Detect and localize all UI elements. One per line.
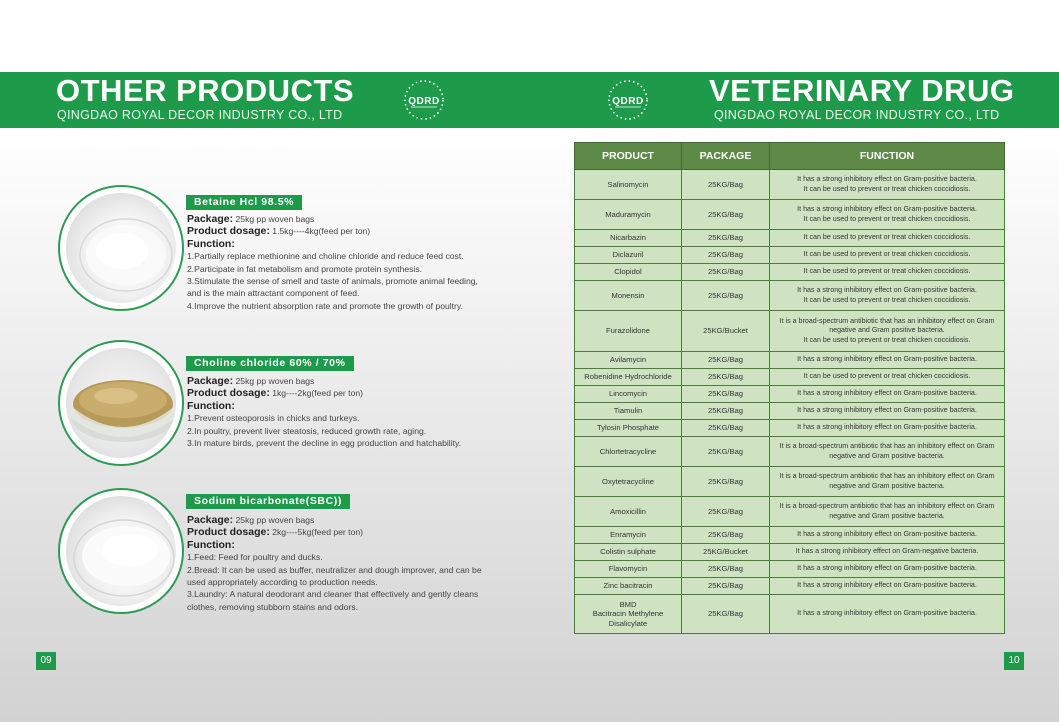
function-cell: It has a strong inhibitory effect on Gram-positive bacteria. It can be used to prevent or treat chicken coccidiosis.	[770, 200, 1005, 230]
function-cell: It can be used to prevent or treat chicken coccidiosis.	[770, 247, 1005, 264]
package-cell: 25KG/Bag	[682, 264, 770, 281]
table-row	[575, 200, 1005, 230]
function-cell: It has a strong inhibitory effect on Gram-negative bacteria.	[770, 544, 1005, 561]
package-value: 25kg pp woven bags	[235, 214, 315, 224]
function-line: clothes, removing stubborn stains and odors.	[187, 601, 359, 612]
package-cell: 25KG/Bag	[682, 467, 770, 497]
table-row	[575, 281, 1005, 311]
left-page-subtitle: QINGDAO ROYAL DECOR INDUSTRY CO., LTD	[57, 108, 343, 122]
product-cell: Tiamulin	[575, 403, 682, 420]
package-cell: 25KG/Bag	[682, 578, 770, 595]
function-cell: It has a strong inhibitory effect on Gram-positive bacteria. It can be used to prevent or treat chicken coccidiosis.	[770, 281, 1005, 311]
left-page-title: OTHER PRODUCTS	[56, 73, 355, 108]
table-row	[575, 369, 1005, 386]
table-row	[575, 578, 1005, 595]
sodium-bicarbonate-product-image	[58, 488, 184, 614]
function-line: used appropriately according to production needs.	[187, 577, 378, 588]
table-row	[575, 403, 1005, 420]
product-cell: Colistin sulphate	[575, 544, 682, 561]
function-line: 3.Laundry: A natural deodorant and cleaner that effectively and gently cleans	[187, 589, 479, 600]
product-cell: Clopidol	[575, 264, 682, 281]
package-cell: 25KG/Bag	[682, 369, 770, 386]
product-cell: Salinomycin	[575, 170, 682, 200]
package-label: Package:	[187, 375, 234, 387]
function-line: 1.Prevent osteoporosis in chicks and turkeys.	[187, 413, 360, 424]
column-header-package: PACKAGE	[682, 143, 770, 170]
table-row	[575, 595, 1005, 634]
product-cell: Oxytetracycline	[575, 467, 682, 497]
package-cell: 25KG/Bag	[682, 595, 770, 634]
function-cell: It is a broad-spectrum antibiotic that has an inhibitory effect on Gram negative and Gram positive bacteria.	[770, 437, 1005, 467]
package-label: Package:	[187, 514, 234, 526]
betaine-product-image	[58, 185, 184, 311]
dosage-value: 1.5kg----4kg(feed per ton)	[272, 226, 371, 237]
package-cell: 25KG/Bag	[682, 281, 770, 311]
package-cell: 25KG/Bucket	[682, 544, 770, 561]
table-row	[575, 497, 1005, 527]
package-cell: 25KG/Bag	[682, 497, 770, 527]
product-cell: Robenidine Hydrochloride	[575, 369, 682, 386]
function-cell: It can be used to prevent or treat chicken coccidiosis.	[770, 369, 1005, 386]
product-cell: Amoxicillin	[575, 497, 682, 527]
product-cell: Tylosin Phosphate	[575, 420, 682, 437]
company-logo-left	[402, 78, 446, 122]
page-number-left: 09	[36, 652, 56, 670]
column-header-product: PRODUCT	[575, 143, 682, 170]
function-cell: It has a strong inhibitory effect on Gram-positive bacteria. It can be used to prevent or treat chicken coccidiosis.	[770, 170, 1005, 200]
function-cell: It is a broad-spectrum antibiotic that has an inhibitory effect on Gram negative and Gram positive bacteria. It can be used to prevent or treat chicken coccidiosis.	[770, 311, 1005, 352]
package-cell: 25KG/Bag	[682, 247, 770, 264]
function-line: 3.Stimulate the sense of smell and taste of animals, promote animal feeding,	[187, 276, 478, 287]
betaine-product-info	[187, 213, 487, 312]
sodium-bicarbonate-product-info	[187, 514, 487, 613]
package-cell: 25KG/Bag	[682, 170, 770, 200]
product-cell: Zinc bacitracin	[575, 578, 682, 595]
product-cell: Monensin	[575, 281, 682, 311]
function-line: 2.In poultry, prevent liver steatosis, reduced growth rate, aging.	[187, 425, 427, 436]
package-cell: 25KG/Bag	[682, 386, 770, 403]
table-body	[575, 170, 1005, 634]
function-cell: It can be used to prevent or treat chicken coccidiosis.	[770, 230, 1005, 247]
right-page-subtitle: QINGDAO ROYAL DECOR INDUSTRY CO., LTD	[714, 108, 1000, 122]
table-row	[575, 544, 1005, 561]
function-cell: It has a strong inhibitory effect on Gram-positive bacteria.	[770, 420, 1005, 437]
table-row	[575, 467, 1005, 497]
column-header-function: FUNCTION	[770, 143, 1005, 170]
package-cell: 25KG/Bag	[682, 403, 770, 420]
package-cell: 25KG/Bag	[682, 230, 770, 247]
package-cell: 25KG/Bag	[682, 420, 770, 437]
dosage-label: Product dosage:	[187, 387, 270, 400]
table-row	[575, 352, 1005, 369]
product-cell: Lincomycin	[575, 386, 682, 403]
choline-product-info	[187, 375, 487, 449]
package-cell: 25KG/Bag	[682, 200, 770, 230]
product-cell: Nicarbazin	[575, 230, 682, 247]
table-row	[575, 247, 1005, 264]
product-cell: Chlortetracycline	[575, 437, 682, 467]
package-cell: 25KG/Bag	[682, 527, 770, 544]
function-label: Function:	[187, 237, 235, 250]
betaine-product-name: Betaine Hcl 98.5%	[186, 195, 302, 210]
veterinary-drug-table	[574, 142, 1005, 634]
function-cell: It has a strong inhibitory effect on Gram-positive bacteria.	[770, 595, 1005, 634]
function-line: 1.Partially replace methionine and choline chloride and reduce feed cost.	[187, 251, 464, 262]
product-cell: Flavomycin	[575, 561, 682, 578]
package-value: 25kg pp woven bags	[235, 515, 315, 525]
package-value: 25kg pp woven bags	[235, 376, 315, 386]
function-line: 2.Bread: It can be used as buffer, neutralizer and dough improver, and can be	[187, 564, 482, 575]
table-row	[575, 527, 1005, 544]
function-cell: It has a strong inhibitory effect on Gram-positive bacteria.	[770, 403, 1005, 420]
function-cell: It has a strong inhibitory effect on Gram-positive bacteria.	[770, 352, 1005, 369]
header-banner	[0, 72, 1059, 128]
table-row	[575, 561, 1005, 578]
product-cell: Diclazuril	[575, 247, 682, 264]
function-line: 3.In mature birds, prevent the decline in egg production and hatchability.	[187, 438, 462, 449]
choline-product-image	[58, 340, 184, 466]
function-label: Function:	[187, 538, 235, 551]
dosage-label: Product dosage:	[187, 526, 270, 539]
table-row	[575, 311, 1005, 352]
package-cell: 25KG/Bag	[682, 437, 770, 467]
function-label: Function:	[187, 399, 235, 412]
table-row	[575, 230, 1005, 247]
choline-product-name: Choline chloride 60% / 70%	[186, 356, 354, 371]
product-cell: Avilamycin	[575, 352, 682, 369]
function-line: 1.Feed: Feed for poultry and ducks.	[187, 552, 323, 563]
company-logo-right	[606, 78, 650, 122]
table-row	[575, 170, 1005, 200]
product-cell: Furazolidone	[575, 311, 682, 352]
page-number-right: 10	[1004, 652, 1024, 670]
product-cell: BMD Bacitracin Methylene Disalicylate	[575, 595, 682, 634]
package-cell: 25KG/Bag	[682, 352, 770, 369]
function-line: 2.Participate in fat metabolism and promote protein synthesis.	[187, 263, 423, 274]
function-line: and is the main attractant component of feed.	[187, 288, 360, 299]
function-cell: It has a strong inhibitory effect on Gram-positive bacteria.	[770, 578, 1005, 595]
sodium-bicarbonate-product-name: Sodium bicarbonate(SBC))	[186, 494, 350, 509]
function-cell: It is a broad-spectrum antibiotic that has an inhibitory effect on Gram negative and Gram positive bacteria.	[770, 467, 1005, 497]
svg-text:QDRD: QDRD	[408, 96, 440, 107]
right-page-title: VETERINARY DRUG	[709, 73, 1015, 108]
dosage-value: 1kg----2kg(feed per ton)	[272, 388, 363, 399]
table-header-row	[575, 143, 1005, 170]
table-row	[575, 420, 1005, 437]
product-cell: Enramycin	[575, 527, 682, 544]
package-cell: 25KG/Bag	[682, 561, 770, 578]
dosage-value: 2kg----5kg(feed per ton)	[272, 527, 363, 538]
table-row	[575, 386, 1005, 403]
function-line: 4.Improve the nutrient absorption rate and promote the growth of poultry.	[187, 300, 463, 311]
package-label: Package:	[187, 213, 234, 225]
package-cell: 25KG/Bucket	[682, 311, 770, 352]
function-cell: It can be used to prevent or treat chicken coccidiosis.	[770, 264, 1005, 281]
table-row	[575, 264, 1005, 281]
product-cell: Maduramycin	[575, 200, 682, 230]
function-cell: It has a strong inhibitory effect on Gram-positive bacteria.	[770, 527, 1005, 544]
dosage-label: Product dosage:	[187, 225, 270, 238]
table-row	[575, 437, 1005, 467]
function-cell: It has a strong inhibitory effect on Gram-positive bacteria.	[770, 386, 1005, 403]
function-cell: It has a strong inhibitory effect on Gram-positive bacteria.	[770, 561, 1005, 578]
function-cell: It is a broad-spectrum antibiotic that has an inhibitory effect on Gram negative and Gram positive bacteria.	[770, 497, 1005, 527]
svg-text:QDRD: QDRD	[612, 96, 644, 107]
